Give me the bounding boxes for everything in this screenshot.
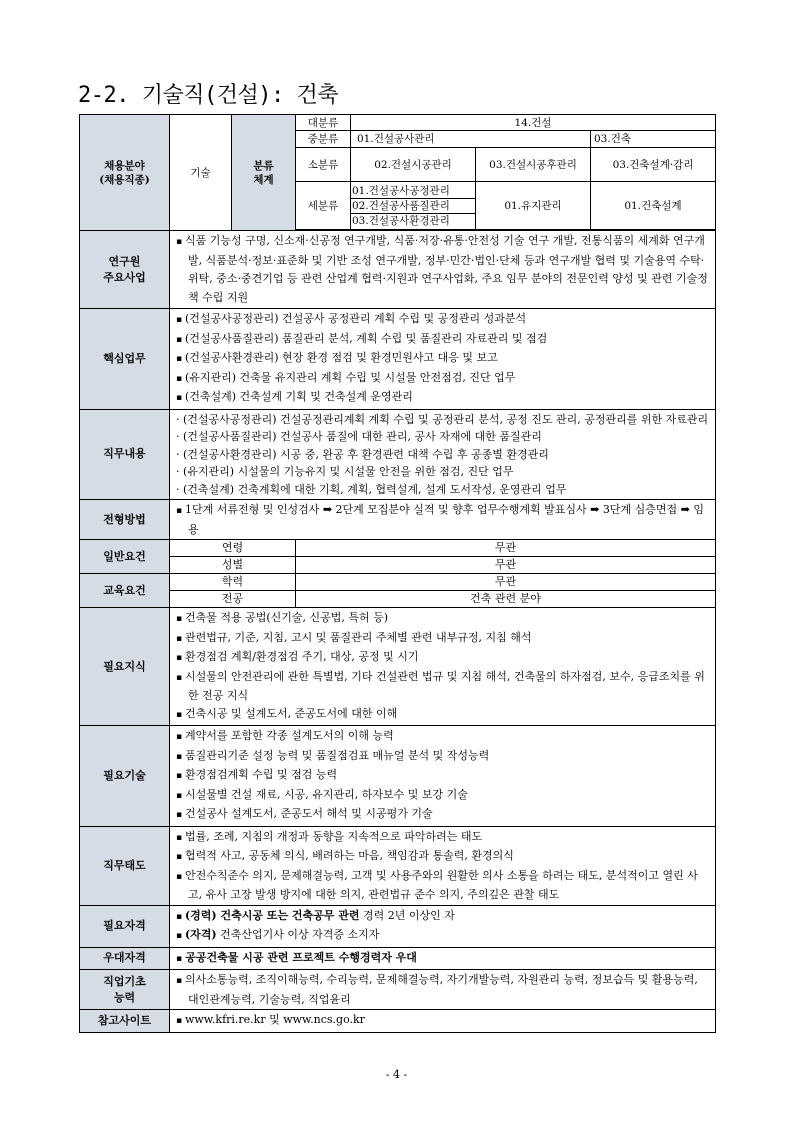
detail-class-b: 01.유지관리: [476, 182, 591, 230]
skills-content: [170, 726, 716, 827]
attitude-item: ▪ 법률, 조례, 지침의 개정과 동향을 지속적으로 파악하려는 태도: [176, 828, 711, 848]
duty-item: · (건설공사환경관리) 시공 중, 완공 후 환경관련 대책 수립 후 공종별 환경관리: [176, 446, 711, 464]
degree-value: 무관: [296, 574, 716, 591]
core-work-item: ▪ (건설공사환경관리) 현장 환경 점검 및 환경민원사고 대응 및 보고: [176, 349, 711, 369]
knowledge-item: ▪ 시설물의 안전관리에 관한 특별법, 기타 건설관련 법규 및 지침 해석, 건축물의 하자점검, 보수, 응급조치를 위한 전공 지식: [176, 668, 711, 705]
duty-item: · (건설공사품질관리) 건설공사 품질에 대한 관리, 공사 자재에 대한 품질관리: [176, 428, 711, 446]
basic-ability-item: ▪ 의사소통능력, 조직이해능력, 수리능력, 문제해결능력, 자기개발능력, 자원관리 능력, 정보습득 및 활용능력, 대인관계능력, 기술능력, 직업윤리: [176, 971, 711, 1008]
detail-class-a2: 02.건설공사품질관리: [351, 199, 475, 214]
small-class-label: 소분류: [296, 148, 351, 182]
education-req-label: 교육요건: [80, 574, 170, 608]
basic-ability-content: [170, 970, 716, 1010]
major-class-label: 대분류: [296, 115, 351, 131]
middle-class-label: 중분류: [296, 131, 351, 148]
major-value: 건축 관련 분야: [296, 591, 716, 608]
core-work-item: ▪ (건축설계) 건축설계 기획 및 건축설계 운영관리: [176, 388, 711, 408]
major-class-value: 14.건설: [351, 115, 716, 131]
process-content: [170, 500, 716, 540]
duty-item: · (건축설계) 건축계획에 대한 기획, 계획, 협력설계, 설계 도서작성, 운영관리 업무: [176, 481, 711, 499]
skill-item: ▪ 시설물별 건설 재료, 시공, 유지관리, 하자보수 및 보강 기술: [176, 786, 711, 806]
core-work-label: 핵심업무: [80, 309, 170, 410]
attitude-item: ▪ 안전수칙준수 의지, 문제해결능력, 고객 및 사용주와의 원활한 의사 소통을 하려는 태도, 분석적이고 열린 사고, 유사 고장 발생 방지에 대한 의지, 관련법규 준수 의지, 주의깊은 관찰 태도: [176, 867, 711, 904]
classification-system-label: 분류 체계: [232, 115, 296, 231]
process-item: ▪ 1단계 서류전형 및 인성검사 ➡ 2단계 모집분야 실적 및 향후 업무수행계획 발표심사 ➡ 3단계 심층면접 ➡ 임용: [176, 501, 711, 538]
knowledge-item: ▪ 관련법규, 기준, 지침, 고시 및 품질관리 주체별 관련 내부규정, 지침 해석: [176, 629, 711, 649]
attitude-label: 직무태도: [80, 826, 170, 905]
middle-class-value-1: 01.건설공사관리: [351, 131, 591, 148]
attitude-content: [170, 826, 716, 905]
skills-label: 필요기술: [80, 726, 170, 827]
detail-class-a3: 03.건설공사환경관리: [352, 214, 450, 227]
gender-value: 무관: [296, 557, 716, 574]
knowledge-label: 필요지식: [80, 608, 170, 726]
qualification-content: [170, 905, 716, 947]
duties-label: 직무내용: [80, 409, 170, 500]
small-class-value-2: 03.건설시공후관리: [476, 148, 591, 182]
job-description-table: [79, 114, 716, 1033]
research-content: [170, 231, 716, 309]
attitude-item: ▪ 협력적 사고, 공동체 의식, 배려하는 마음, 책임감과 통솔력, 환경의식: [176, 847, 711, 867]
skill-item: ▪ 건설공사 설계도서, 준공도서 해석 및 시공평가 기술: [176, 805, 711, 825]
reference-content: [170, 1010, 716, 1033]
middle-class-value-2: 03.건축: [591, 131, 716, 148]
skill-item: ▪ 품질관리기준 설정 능력 및 품질점검표 매뉴얼 분석 및 작성능력: [176, 747, 711, 767]
field-value: 기술: [170, 115, 232, 231]
knowledge-item: ▪ 건축물 적용 공법(신기술, 신공법, 특허 등): [176, 609, 711, 629]
core-work-item: ▪ (건설공사품질관리) 품질관리 분석, 계획 수립 및 품질관리 자료관리 및 점검: [176, 330, 711, 350]
preferred-label: 우대자격: [80, 947, 170, 970]
process-label: 전형방법: [80, 500, 170, 540]
core-work-item: ▪ (유지관리) 건축물 유지관리 계획 수립 및 시설물 안전점검, 진단 업무: [176, 369, 711, 389]
preferred-item: ▪ 공공건축물 시공 관련 프로젝트 수행경력자 우대: [176, 949, 711, 969]
detail-class-label: 세분류: [296, 182, 351, 230]
duty-item: · (건설공사공정관리) 건설공정관리계획 계획 수립 및 공정관리 분석, 공정 진도 관리, 공정관리를 위한 자료관리: [176, 411, 711, 429]
skill-item: ▪ 환경점검계획 수립 및 점검 능력: [176, 766, 711, 786]
core-work-content: [170, 309, 716, 410]
duty-item: · (유지관리) 시설물의 기능유지 및 시설물 안전을 위한 점검, 진단 업무: [176, 463, 711, 481]
page-number: - 4 -: [385, 1068, 408, 1081]
degree-label: 학력: [170, 574, 296, 591]
research-label: 연구원 주요사업: [80, 231, 170, 309]
field-label: 채용분야 (채용직종): [80, 115, 170, 231]
skill-item: ▪ 계약서를 포함한 각종 설계도서의 이해 능력: [176, 727, 711, 747]
knowledge-item: ▪ 건축시공 및 설계도서, 준공도서에 대한 이해: [176, 705, 711, 725]
preferred-content: [170, 947, 716, 970]
detail-class-c: 01.건축설계: [591, 182, 716, 230]
general-req-label: 일반요건: [80, 540, 170, 574]
duties-content: [170, 409, 716, 500]
age-label: 연령: [170, 540, 296, 557]
qualification-label: 필요자격: [80, 905, 170, 947]
small-class-value-3: 03.건축설계·감리: [591, 148, 716, 182]
core-work-item: ▪ (건설공사공정관리) 건설공사 공정관리 계획 수립 및 공정관리 성과분석: [176, 310, 711, 330]
basic-ability-label: 직업기초 능력: [80, 970, 170, 1010]
reference-link[interactable]: ▪ www.kfri.re.kr 및 www.ncs.go.kr: [176, 1011, 711, 1031]
qualification-item: ▪ (자격) 건축산업기사 이상 자격증 소지자: [176, 926, 711, 946]
knowledge-content: [170, 608, 716, 726]
qualification-item: ▪ (경력) 건축시공 또는 건축공무 관련 경력 2년 이상인 자: [176, 907, 711, 927]
major-label: 전공: [170, 591, 296, 608]
detail-class-group-a: [351, 182, 476, 230]
gender-label: 성별: [170, 557, 296, 574]
research-item: ▪ 식품 기능성 구명, 신소재·신공정 연구개발, 식품·저장·유통·안전성 기술 연구 개발, 전통식품의 세계화 연구개발, 식품분석·정보·표준화 및 기반 조성 연구개발, 정부·민간·법인·단체 등과 연구개발 협력 및 기술용역 수탁·위탁, 중소·중견기업 등 관련 산업계 협력·지원과 연구사업화, 주요 임무 분야의 전문인력 양성 및 관련 기술정책 수립 지원: [176, 232, 711, 307]
age-value: 무관: [296, 540, 716, 557]
small-class-value-1: 02.건설시공관리: [351, 148, 476, 182]
knowledge-item: ▪ 환경점검 계획/환경점검 주기, 대상, 공정 및 시기: [176, 648, 711, 668]
detail-class-a1: 01.건설공사공정관리: [351, 184, 475, 199]
reference-label: 참고사이트: [80, 1010, 170, 1033]
page-title: 2-2. 기술직(건설): 건축: [78, 83, 338, 108]
